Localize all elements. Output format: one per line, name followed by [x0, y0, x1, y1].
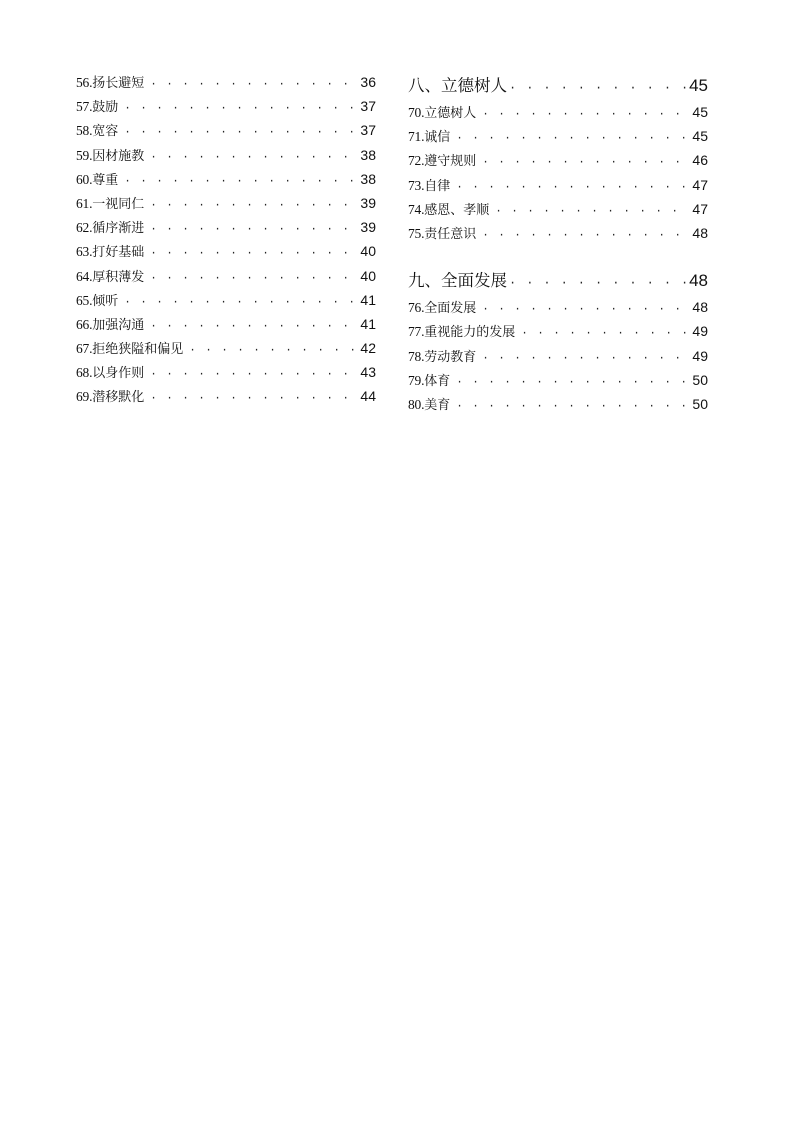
toc-entry-number: 74.: [408, 201, 425, 217]
dot-leader: [456, 133, 690, 145]
toc-entry-number: 67.: [76, 341, 93, 357]
toc-entry-number: 65.: [76, 292, 93, 308]
toc-entry-page: 49: [692, 347, 708, 364]
dot-leader: [482, 230, 690, 242]
dot-leader: [124, 127, 358, 139]
toc-entry-number: 76.: [408, 300, 425, 316]
toc-entry-68[interactable]: [76, 362, 376, 386]
toc-entry-title: 感恩、孝顺: [424, 202, 490, 218]
toc-entry-number: 61.: [76, 195, 93, 211]
toc-entry-number: 68.: [76, 365, 93, 381]
toc-entry-number: 77.: [408, 324, 425, 340]
toc-entry-57[interactable]: [76, 96, 376, 120]
toc-entry-69[interactable]: [76, 386, 376, 410]
toc-entry-72[interactable]: [408, 150, 708, 174]
toc-entry-number: 69.: [76, 389, 93, 405]
toc-entry-58[interactable]: [76, 120, 376, 144]
dot-leader: [150, 321, 358, 333]
toc-entry-title: 美育: [424, 397, 451, 413]
toc-entry-64[interactable]: [76, 266, 376, 290]
toc-entry-number: 75.: [408, 225, 425, 241]
toc-entry-number: 63.: [76, 244, 93, 260]
dot-leader: [482, 109, 690, 121]
dot-leader: [509, 276, 687, 290]
toc-section-8[interactable]: [408, 72, 708, 102]
toc-entry-67[interactable]: [76, 338, 376, 362]
toc-entry-page: 46: [692, 152, 708, 169]
toc-section-title: 八、立德树人: [408, 76, 507, 95]
toc-entry-title: 扬长避短: [92, 76, 145, 91]
toc-entry-77[interactable]: [408, 321, 708, 345]
dot-leader: [150, 393, 358, 405]
toc-entry-number: 59.: [76, 147, 93, 163]
toc-entry-page: 44: [360, 388, 376, 405]
toc-entry-70[interactable]: [408, 102, 708, 126]
dot-leader: [456, 377, 690, 389]
toc-entry-page: 43: [360, 364, 376, 381]
toc-entry-page: 39: [360, 219, 376, 236]
toc-entry-page: 50: [692, 395, 708, 412]
toc-entry-title: 劳动教育: [424, 349, 477, 365]
dot-leader: [150, 273, 358, 285]
toc-entry-number: 73.: [408, 177, 425, 193]
toc-entry-75[interactable]: [408, 223, 708, 247]
toc-entry-number: 64.: [76, 268, 93, 284]
dot-leader: [482, 157, 690, 169]
toc-entry-number: 56.: [76, 75, 93, 90]
toc-section-page: 45: [689, 76, 708, 95]
toc-entry-title: 自律: [424, 178, 451, 194]
toc-entry-page: 37: [360, 98, 376, 115]
toc-entry-number: 80.: [408, 396, 425, 412]
toc-entry-title: 加强沟通: [92, 317, 145, 333]
dot-leader: [521, 328, 690, 340]
toc-entry-number: 62.: [76, 220, 93, 236]
toc-entry-60[interactable]: [76, 169, 376, 193]
toc-entry-page: 41: [360, 315, 376, 332]
toc-entry-title: 一视同仁: [92, 196, 145, 212]
dot-leader: [509, 81, 687, 95]
section-spacer: [408, 247, 708, 267]
dot-leader: [150, 369, 358, 381]
dot-leader: [124, 103, 358, 115]
toc-entry-title: 倾听: [92, 293, 119, 309]
toc-entry-74[interactable]: [408, 199, 708, 223]
toc-entry-number: 58.: [76, 123, 93, 139]
dot-leader: [124, 297, 358, 309]
toc-entry-page: 38: [360, 146, 376, 163]
toc-entry-80[interactable]: [408, 394, 708, 418]
toc-entry-title: 重视能力的发展: [424, 325, 516, 341]
toc-entry-number: 57.: [76, 99, 93, 115]
toc-entry-page: 45: [692, 104, 708, 120]
toc-entry-page: 37: [360, 122, 376, 139]
toc-entry-title: 宽容: [92, 124, 119, 140]
toc-entry-title: 潜移默化: [92, 390, 145, 406]
toc-entry-title: 全面发展: [424, 301, 477, 317]
toc-entry-title: 责任意识: [424, 226, 477, 242]
toc-entry-59[interactable]: [76, 145, 376, 169]
toc-entry-number: 60.: [76, 171, 93, 187]
toc-entry-page: 36: [360, 74, 376, 90]
toc-entry-61[interactable]: [76, 193, 376, 217]
toc-entry-number: 79.: [408, 372, 425, 388]
dot-leader: [482, 353, 690, 365]
toc-entry-73[interactable]: [408, 175, 708, 199]
dot-leader: [150, 224, 358, 236]
toc-entry-71[interactable]: [408, 126, 708, 150]
toc-entry-65[interactable]: [76, 290, 376, 314]
dot-leader: [150, 248, 358, 260]
dot-leader: [456, 401, 690, 413]
dot-leader: [495, 206, 690, 218]
dot-leader: [150, 79, 358, 91]
toc-entry-page: 47: [692, 176, 708, 193]
toc-entry-title: 厚积薄发: [92, 269, 145, 285]
toc-left-column: [76, 72, 376, 411]
toc-entry-number: 70.: [408, 105, 425, 120]
toc-entry-title: 因材施教: [92, 148, 145, 164]
toc-entry-page: 39: [360, 194, 376, 211]
dot-leader: [150, 152, 358, 164]
toc-entry-number: 78.: [408, 348, 425, 364]
toc-entry-page: 47: [692, 200, 708, 217]
toc-entry-78[interactable]: [408, 346, 708, 370]
toc-section-title: 九、全面发展: [408, 271, 507, 291]
toc-entry-title: 诚信: [424, 130, 451, 146]
toc-entry-62[interactable]: [76, 217, 376, 241]
toc-section-page: 48: [689, 271, 708, 291]
toc-entry-title: 循序渐进: [92, 221, 145, 237]
dot-leader: [482, 304, 690, 316]
toc-entry-page: 40: [360, 243, 376, 260]
toc-entry-title: 体育: [424, 373, 451, 389]
toc-entry-number: 71.: [408, 129, 425, 145]
toc-entry-title: 立德树人: [424, 106, 477, 121]
toc-entry-number: 72.: [408, 153, 425, 169]
toc-entry-66[interactable]: [76, 314, 376, 338]
toc-entry-page: 42: [360, 340, 376, 357]
dot-leader: [124, 176, 358, 188]
toc-entry-76[interactable]: [408, 297, 708, 321]
toc-entry-title: 以身作则: [92, 366, 145, 382]
toc-entry-79[interactable]: [408, 370, 708, 394]
toc-entry-page: 48: [692, 299, 708, 316]
toc-entry-page: 49: [692, 323, 708, 340]
toc-entry-63[interactable]: [76, 241, 376, 265]
toc-entry-56[interactable]: [76, 72, 376, 96]
toc-entry-title: 遵守规则: [424, 154, 477, 170]
toc-right-column: [408, 72, 708, 418]
toc-entry-page: 38: [360, 170, 376, 187]
dot-leader: [189, 345, 358, 357]
toc-entry-number: 66.: [76, 316, 93, 332]
toc-entry-page: 41: [360, 291, 376, 308]
toc-entry-page: 45: [692, 128, 708, 145]
toc-entry-title: 拒绝狭隘和偏见: [92, 342, 184, 358]
toc-section-9[interactable]: [408, 267, 708, 297]
toc-entry-title: 鼓励: [92, 100, 119, 116]
toc-entry-page: 48: [692, 224, 708, 241]
dot-leader: [456, 182, 690, 194]
toc-entry-page: 40: [360, 267, 376, 284]
toc-entry-page: 50: [692, 371, 708, 388]
dot-leader: [150, 200, 358, 212]
toc-entry-title: 打好基础: [92, 245, 145, 261]
toc-entry-title: 尊重: [92, 172, 119, 188]
